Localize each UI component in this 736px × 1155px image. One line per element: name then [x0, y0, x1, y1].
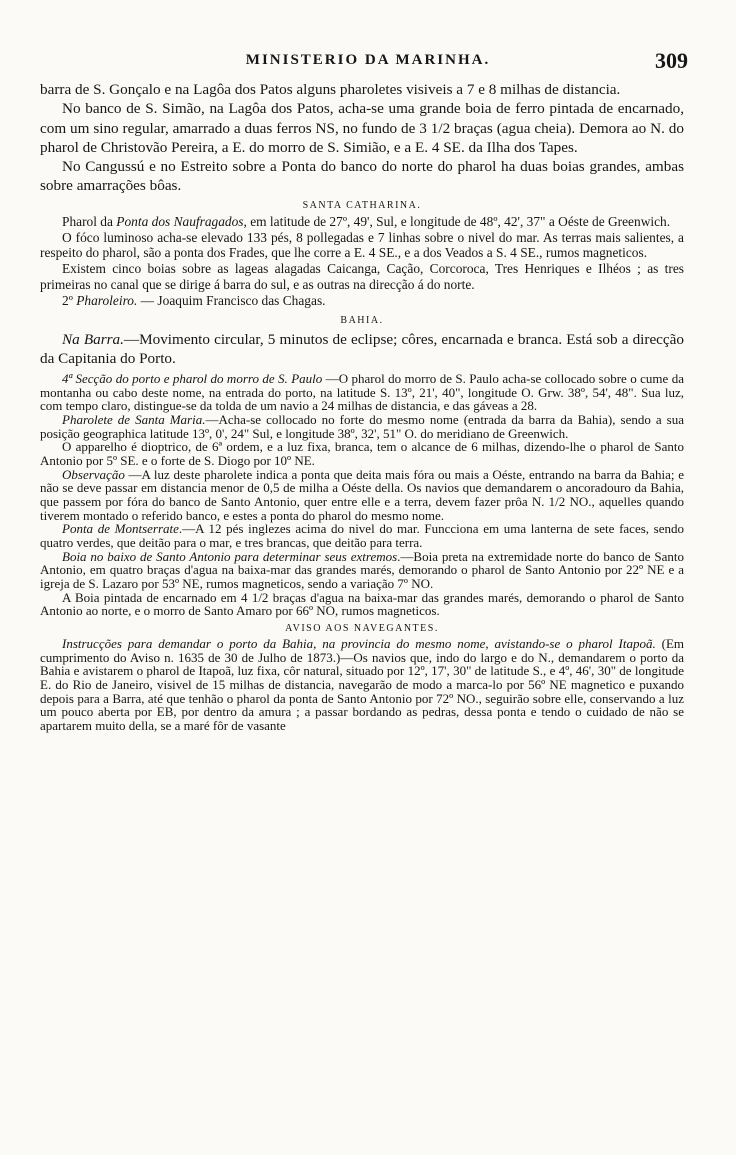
paragraph	[40, 293, 684, 309]
paragraph-lead: Pharol da	[62, 213, 117, 229]
section-heading-bahia: BAHIA.	[340, 314, 384, 326]
place-name: 4ª Secção do porto e pharol do morro de S. Paulo	[62, 371, 323, 387]
santa-catharina-section	[40, 214, 684, 309]
place-name: Boia no baixo de Santo Antonio para determinar seus extremos	[62, 548, 398, 564]
paragraph: barra de S. Gonçalo e na Lagôa dos Patos alguns pharoletes visiveis a 7 e 8 milhas de distancia.	[40, 81, 621, 98]
paragraph: O fóco luminoso acha-se elevado 133 pés, 8 pollegadas e 7 linhas sobre o nivel do mar. As terras mais salientes, a respeito do pharol, são a ponta dos Frades, que lhe corre a E. 4 SE., e a dos Veados a S. 4 SE., rumos magneticos.	[40, 229, 684, 261]
paragraph: Existem cinco boias sobre as lageas alagadas Caicanga, Cação, Corcoroca, Tres Henriques e Ilhéos ; as tres primeiras no canal que se dirige á barra do sul, e as outras na direcção á do norte.	[40, 261, 684, 292]
place-name: Ponta dos Naufragados	[116, 213, 244, 229]
paragraph	[40, 372, 684, 413]
page-number: 309	[655, 48, 688, 73]
paragraph-text: —Movimento circular, 5 minutos de eclipse; côres, encarnada e branca. Está sob a direcção da Capitania do Porto.	[40, 330, 684, 367]
paragraph-text: .—A 12 pés inglezes acima do nivel do mar. Funcciona em uma lanterna de sete faces, sendo quatro verdes, que deitão para o mar, e tres brancas, que deitão para terra.	[40, 521, 685, 551]
paragraph	[40, 468, 684, 523]
notice-title: Instrucções para demandar o porto da Bahia, na provincia do mesmo nome, avistando-se o pharol Itapoã.	[62, 635, 656, 651]
paragraph	[40, 637, 684, 733]
paragraph: No banco de S. Simão, na Lagôa dos Patos, acha-se uma grande boia de ferro pintada de encarnado, com um sino regular, amarrado a duas ferros NS, no fundo de 3 1/2 braças (agua cheia). Demora ao N. do pharol de Christovão Pereira, a E. do morro de S. Simião, e a E. 4 SE. da Ilha dos Tapes.	[40, 100, 684, 156]
place-name: Pharolete de Santa Maria.	[62, 412, 206, 428]
paragraph: O apparelho é dioptrico, de 6ª ordem, e a luz fixa, branca, tem o alcance de 6 milhas, dizendo-lhe o pharol de Santo Antonio por 5º SE. e o forte de S. Diogo por 10º NE.	[40, 439, 684, 469]
paragraph: No Cangussú e no Estreito sobre a Ponta do banco do norte do pharol ha duas boias grandes, ambas sobre amarrações bôas.	[40, 158, 684, 195]
role-title: Pharoleiro.	[76, 292, 138, 308]
section-heading-aviso: AVISO AOS NAVEGANTES.	[285, 622, 439, 634]
paragraph-text: —A luz deste pharolete indica a ponta que deita mais fóra ou mais a Oéste, entrando na barra da Bahia; e não se deve passar em distancia menor de 0,5 de milha a Oéste della. Os navios que demandarem o ancoradouro da Bahia, que passem por fóra do banco de Santo Antonio, quer entre elle e a terra, devem fazer prôa N. 1/2 NO., aquelles quando tiverem montado o referido banco, e estes a ponta do pharol do mesmo nome.	[40, 466, 684, 523]
bahia-section	[40, 330, 684, 618]
page-body	[40, 80, 684, 733]
paragraph	[40, 413, 684, 440]
paragraph-text: — Joaquim Francisco das Chagas.	[137, 292, 326, 308]
aviso-section	[40, 637, 684, 733]
paragraph-text: (Em cumprimento do Aviso n. 1635 de 30 de Julho de 1873.)—Os navios que, indo do largo e do N., demandarem o porto da Bahia e avistarem o pharol de Itapoã, luz fixa, côr natural, situado por 12º, 17', 30" de latitude S., e 4º, 46', 30" de longitude E. do Rio de Janeiro, visivel de 15 milhas de distancia, navegarão de modo a marca-lo por 56º NE magnetico e puxando depois para a Barra, até que tenhão o pharol da ponta de Santo Antonio por 72º NO., seguirão sobre elle, conservando a luz um pouco aberta por EB, por dentro da amura ; a passar bordando as pedras, dessa ponta e tendo o cuidado de não se apartarem muito della, se a maré fôr de vasante	[40, 635, 684, 733]
paragraph-lead: 2º	[62, 292, 77, 308]
paragraph: A Boia pintada de encarnado em 4 1/2 braças d'agua na baixa-mar das grandes marés, demorando o pharol de Santo Antonio ao norte, e o morro de Santo Amaro por 66º NO, rumos magneticos.	[40, 589, 684, 619]
paragraph-text: , em latitude de 27º, 49', Sul, e longitude de 48º, 42', 37" a Oéste de Greenwich.	[243, 213, 671, 229]
section-heading-santa-catharina: SANTA CATHARINA.	[302, 199, 422, 211]
paragraph-text: .—Boia preta na extremidade norte do banco de Santo Antonio, em quatro braças d'agua na baixa-mar das grandes marés, demorando o pharol de Santo Antonio por 22º NE e a igreja de S. Lazaro por 53º NE, rumos magneticos, sendo a variação 7º NO.	[40, 548, 684, 591]
paragraph	[40, 330, 684, 369]
place-name: Ponta de Montserrate	[62, 521, 179, 537]
paragraph-text: —O pharol do morro de S. Paulo acha-se collocado sobre o cume da montanha ou cabo deste nome, na entrada do porto, na latitude S. 13º, 21', 40", longitude O. Grw. 38º, 54', 48". Sua luz, com tempo claro, distingue-se da tolda de um navio a 24 milhas de distancia, e das gáveas a 28.	[40, 371, 684, 414]
page-header	[40, 48, 696, 82]
paragraph-text: —Acha-se collocado no forte do mesmo nome (entrada da barra da Bahia), sendo a sua posição geographica latitude 13º, 0', 24" Sul, e longitude 38º, 32', 51" O. do meridiano de Greenwich.	[40, 412, 684, 441]
paragraph	[40, 550, 684, 591]
note-label: Observação	[62, 466, 125, 482]
paragraph	[40, 522, 684, 549]
place-name: Na Barra.	[62, 330, 124, 348]
paragraph	[40, 214, 684, 230]
running-title: MINISTERIO DA MARINHA.	[245, 52, 491, 68]
rio-grande-section	[40, 80, 684, 196]
